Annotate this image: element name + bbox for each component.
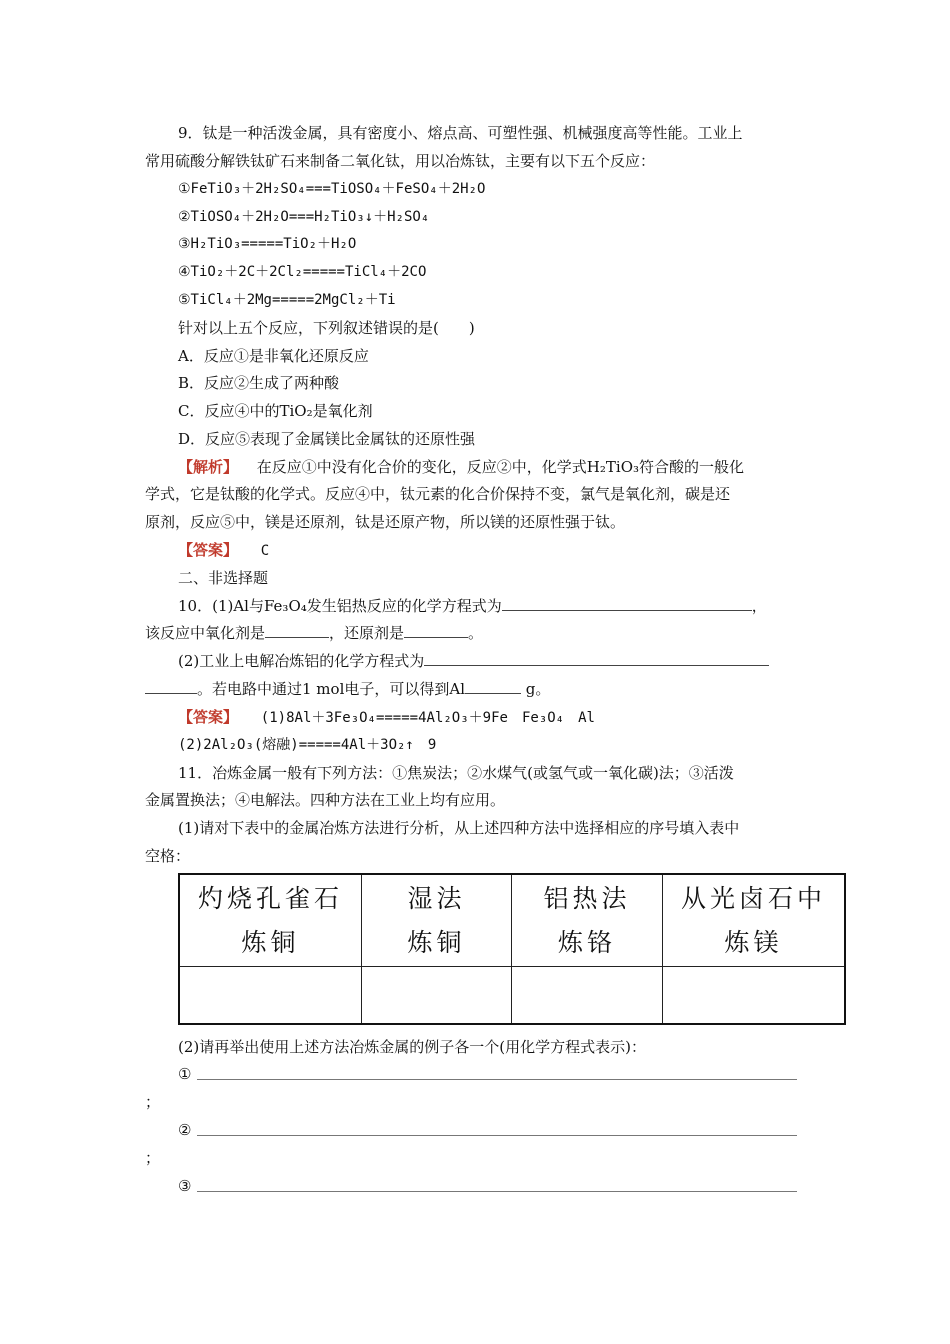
q10-part2-prompt: (2)工业上电解冶炼铝的化学方程式为	[178, 652, 425, 670]
header-text: 炼铬	[557, 927, 616, 957]
q10-period: 。	[468, 624, 484, 642]
header-text: 炼镁	[724, 927, 783, 957]
q11-stem-line1: 11．冶炼金属一般有下列方法：①焦炭法；②水煤气(或氢气或一氧化碳)法；③活泼	[178, 764, 734, 782]
example-1-blank[interactable]	[197, 1079, 797, 1080]
q10-answer-1: (1)8Al＋3Fe₃O₄=====4Al₂O₃＋9Fe Fe₃O₄ Al	[260, 710, 595, 726]
table-header-cell	[180, 875, 362, 967]
q9-analysis-line3: 原剂，反应⑤中，镁是还原剂，钛是还原产物，所以镁的还原性强于钛。	[145, 513, 626, 531]
q9-stem-line1: 9．钛是一种活泼金属，具有密度小、熔点高、可塑性强、机械强度高等性能。工业上	[178, 124, 743, 142]
q10-line1	[178, 596, 767, 616]
table-answer-cell[interactable]	[362, 967, 512, 1023]
q9-question: 针对以上五个反应，下列叙述错误的是( )	[178, 319, 475, 337]
reaction-5: ⑤TiCl₄＋2Mg=====2MgCl₂＋Ti	[178, 292, 396, 308]
answer-value: C	[260, 543, 270, 559]
q9-option-c: C．反应④中的TiO₂是氧化剂	[178, 402, 373, 420]
q11-part1-line1: (1)请对下表中的金属冶炼方法进行分析，从上述四种方法中选择相应的序号填入表中	[178, 819, 740, 837]
q9-option-a: A．反应①是非氧化还原反应	[178, 347, 369, 365]
table-answer-cell[interactable]	[512, 967, 663, 1023]
q10-mass-prompt: 。若电路中通过1 mol电子，可以得到Al	[197, 680, 465, 698]
example-3-label: ③	[178, 1177, 192, 1195]
answer-tag: 【答案】	[178, 541, 239, 559]
semicolon: ；	[145, 1149, 161, 1167]
q11-stem-line2: 金属置换法；④电解法。四种方法在工业上均有应用。	[145, 791, 506, 809]
q10-comma: ，	[751, 597, 767, 615]
q11-part2: (2)请再举出使用上述方法冶炼金属的例子各一个(用化学方程式表示)：	[178, 1038, 646, 1056]
q11-part1-line2: 空格：	[145, 847, 191, 865]
q10-part1-prompt: 10．(1)Al与Fe₃O₄发生铝热反应的化学方程式为	[178, 597, 502, 615]
section-heading: 二、非选择题	[178, 569, 269, 587]
q10-unit: g。	[521, 680, 551, 698]
q10-answer-line1	[178, 707, 595, 728]
q9-option-d: D．反应⑤表现了金属镁比金属钛的还原性强	[178, 430, 476, 448]
oxidant-prompt: 该反应中氧化剂是	[145, 624, 266, 642]
reaction-2: ②TiOSO₄＋2H₂O===H₂TiO₃↓＋H₂SO₄	[178, 209, 430, 225]
analysis-tag: 【解析】	[178, 458, 239, 476]
q10-line3	[178, 651, 769, 671]
example-3-blank[interactable]	[197, 1191, 797, 1192]
q9-analysis-line1	[178, 457, 744, 477]
header-text: 炼铜	[407, 927, 466, 957]
q10-line2	[145, 623, 483, 643]
semicolon: ；	[145, 1093, 161, 1111]
q9-analysis-line2: 学式，它是钛酸的化学式。反应④中，钛元素的化合价保持不变，氯气是氧化剂，碳是还	[145, 485, 731, 503]
q10-equation-blank[interactable]	[502, 596, 752, 611]
header-text: 灼烧孔雀石	[197, 883, 343, 913]
answer-tag: 【答案】	[178, 708, 239, 726]
reductant-prompt: ，还原剂是	[329, 624, 405, 642]
electrolysis-equation-blank-cont[interactable]	[145, 679, 197, 694]
table-header-cell	[512, 875, 663, 967]
example-2-label: ②	[178, 1121, 192, 1139]
q9-stem-line2: 常用硫酸分解铁钛矿石来制备二氧化钛，用以冶炼钛，主要有以下五个反应：	[145, 152, 656, 170]
table-answer-cell[interactable]	[663, 967, 844, 1023]
example-2-blank[interactable]	[197, 1135, 797, 1136]
q10-line4	[145, 679, 550, 699]
al-mass-blank[interactable]	[465, 679, 521, 694]
oxidant-blank[interactable]	[265, 623, 329, 638]
reaction-1: ①FeTiO₃＋2H₂SO₄===TiOSO₄＋FeSO₄＋2H₂O	[178, 181, 486, 197]
q9-answer	[178, 540, 269, 561]
electrolysis-equation-blank[interactable]	[424, 651, 769, 666]
q9-option-b: B．反应②生成了两种酸	[178, 374, 340, 392]
table-header-cell	[362, 875, 512, 967]
header-text: 炼铜	[241, 927, 300, 957]
analysis-text-1: 在反应①中没有化合价的变化，反应②中，化学式H₂TiO₃符合酸的一般化	[256, 458, 745, 476]
q10-answer-2: (2)2Al₂O₃(熔融)=====4Al＋3O₂↑ 9	[178, 737, 437, 753]
header-text: 湿法	[407, 883, 466, 913]
table-answer-cell[interactable]	[180, 967, 362, 1023]
smelting-method-table	[178, 873, 846, 1025]
header-text: 铝热法	[543, 883, 631, 913]
reaction-4: ④TiO₂＋2C＋2Cl₂=====TiCl₄＋2CO	[178, 264, 427, 280]
reaction-3: ③H₂TiO₃=====TiO₂＋H₂O	[178, 236, 357, 252]
table-header-cell	[663, 875, 844, 967]
reductant-blank[interactable]	[404, 623, 468, 638]
example-1-label: ①	[178, 1065, 192, 1083]
header-text: 从光卤石中	[680, 883, 826, 913]
